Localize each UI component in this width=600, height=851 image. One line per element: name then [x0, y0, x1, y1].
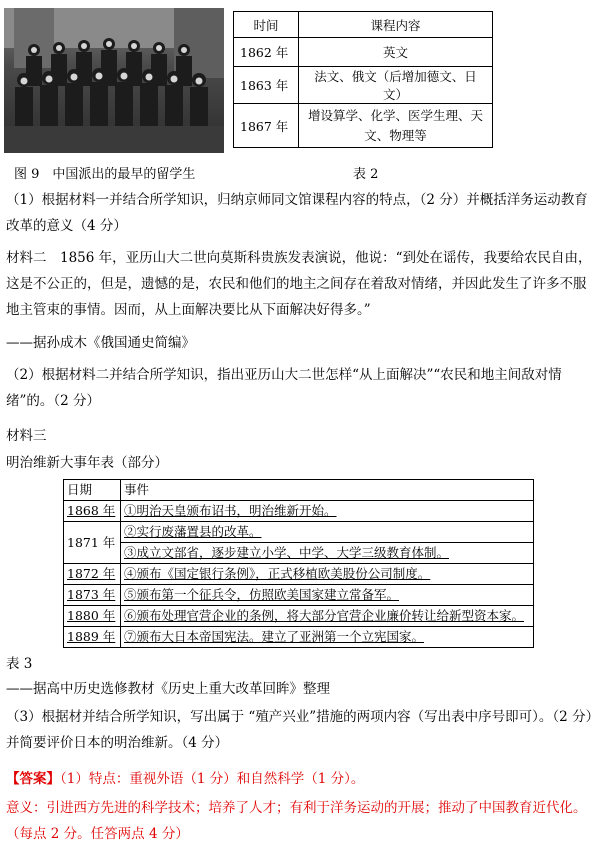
- table-3-event: ④颁布《国定银行条例》，正式移植欧美股份公司制度。: [121, 564, 534, 585]
- table-2-year: 1862 年: [234, 38, 299, 67]
- table-3-title: 明治维新大事年表（部分）: [6, 455, 168, 471]
- material-3-title: 材料三: [6, 428, 47, 444]
- table-3-date: 1872 年: [64, 564, 121, 585]
- table-row: [64, 564, 534, 585]
- table-2-course: 英文: [299, 38, 493, 67]
- table-3-date: 1873 年: [64, 585, 121, 606]
- table-row: [64, 627, 534, 648]
- table-row: [64, 606, 534, 627]
- table-3-event: ③成立文部省，逐步建立小学、中学、大学三级教育体制。: [121, 543, 534, 564]
- table-2-header-row: [234, 12, 493, 38]
- students-photo: [4, 8, 224, 153]
- table-3-event: ⑦颁布大日本帝国宪法。建立了亚洲第一个立宪国家。: [121, 627, 534, 648]
- question-1: （1）根据材料一并结合所学知识，归纳京师同文馆课程内容的特点，（2 分）并概括洋务运动教育改革的意义（4 分）: [6, 192, 588, 234]
- table-2-course: 增设算学、化学、医学生理、天文、物理等: [299, 104, 493, 148]
- table-3-date: 1871 年: [64, 522, 121, 564]
- table-2-caption: 表 2: [353, 167, 379, 182]
- table-row: [64, 543, 534, 564]
- table-3-date: 1880 年: [64, 606, 121, 627]
- table-3-event: ①明治天皇颁布诏书，明治维新开始。: [121, 501, 534, 522]
- table-3-source: ——据高中历史选修教材《历史上重大改革回眸》整理: [6, 681, 330, 697]
- table-row: [234, 67, 493, 104]
- table-2-header-time: 时间: [234, 12, 299, 38]
- question-3: （3）根据材并结合所学知识，写出属于 “殖产兴业”措施的两项内容（写出表中序号即可）。（2 分）并简要评价日本的明治维新。（4 分）: [6, 709, 593, 751]
- figure-9-caption: 图 9 中国派出的最早的留学生: [14, 167, 196, 182]
- question-2: （2）根据材料二并结合所学知识，指出亚历山大二世怎样“从上面解决”“农民和地主间敌对情绪”的。（2 分）: [6, 367, 562, 409]
- table-3-header-row: [64, 480, 534, 501]
- table-3-event: ⑥颁布处理官营企业的条例，将大部分官营企业廉价转让给新型资本家。: [121, 606, 534, 627]
- table-3-date: 1889 年: [64, 627, 121, 648]
- students-photo-illustration: [4, 8, 224, 153]
- table-3-event: ②实行废藩置县的改革。: [121, 522, 534, 543]
- table-2: [233, 11, 493, 148]
- answer-text-1: （1）特点：重视外语（1 分）和自然科学（1 分）。: [60, 771, 365, 787]
- answer-label: 【答案】: [6, 771, 60, 787]
- table-3-header-date: 日期: [64, 480, 121, 501]
- answer-line-2: 意义：引进西方先进的科学技术；培养了人才；有利于洋务运动的开展；推动了中国教育近代化。（每点 2 分。任答两点 4 分）: [6, 800, 587, 842]
- table-row: [234, 38, 493, 67]
- table-3-event: ⑤颁布第一个征兵令，仿照欧美国家建立常备军。: [121, 585, 534, 606]
- material-2-text: 材料二 1856 年，亚历山大二世向莫斯科贵族发表演说，他说：“到处在谣传，我要给农民自由，这是不公正的，但是，遗憾的是，农民和他们的地主之间存在着敌对情绪，并因此发生了许多不服地主管束的事情。因而，从上面解决要比从下面解决好得多。”: [6, 250, 592, 318]
- table-2-year: 1867 年: [234, 104, 299, 148]
- material-2-source: ——据孙成木《俄国通史简编》: [6, 335, 195, 351]
- table-2-header-content: 课程内容: [299, 12, 493, 38]
- table-row: [64, 501, 534, 522]
- table-row: [64, 585, 534, 606]
- table-3-date: 1868 年: [64, 501, 121, 522]
- table-3: [63, 479, 534, 648]
- table-2-course: 法文、俄文（后增加德文、日文）: [299, 67, 493, 104]
- table-row: [64, 522, 534, 543]
- table-3-header-event: 事件: [121, 480, 534, 501]
- table-2-year: 1863 年: [234, 67, 299, 104]
- table-3-caption: 表 3: [6, 656, 33, 672]
- answer-line-1: [6, 766, 594, 792]
- table-row: [234, 104, 493, 148]
